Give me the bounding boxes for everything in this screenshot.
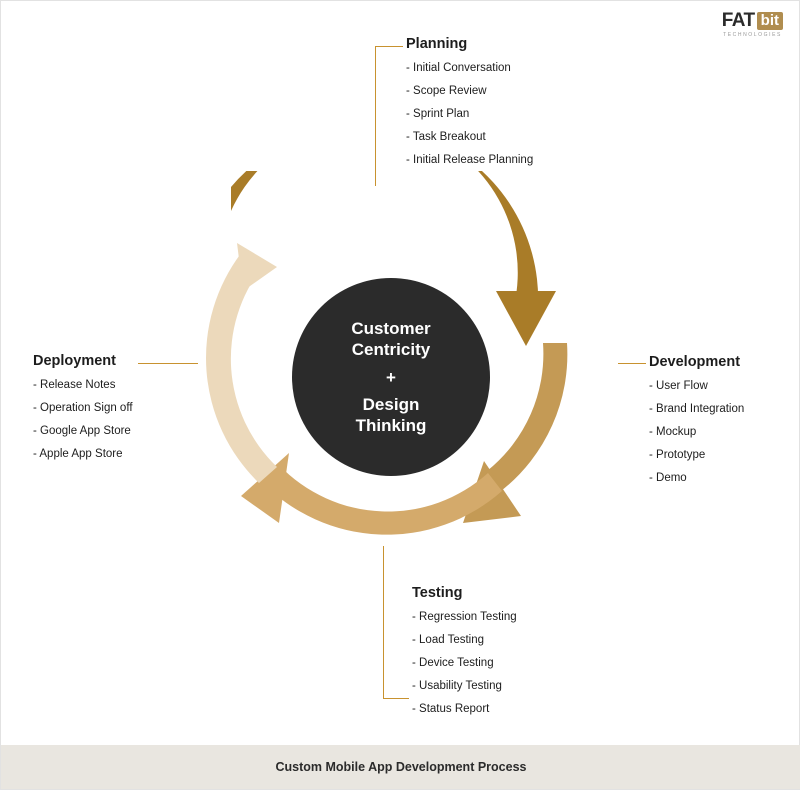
stage-item: - Mockup bbox=[649, 426, 697, 438]
logo-tagline: TECHNOLOGIES bbox=[723, 32, 782, 38]
arrow-segment-deployment bbox=[206, 243, 277, 483]
stage-item: - Release Notes bbox=[33, 379, 116, 391]
center-circle bbox=[292, 278, 490, 476]
center-plus: + bbox=[386, 367, 396, 387]
stage-block-planning bbox=[406, 36, 533, 166]
stage-block-testing bbox=[412, 585, 517, 715]
stage-item: - Initial Release Planning bbox=[406, 154, 534, 166]
stage-item: - Scope Review bbox=[406, 85, 487, 97]
center-line-4: Thinking bbox=[355, 415, 427, 435]
stage-item: - Operation Sign off bbox=[33, 402, 133, 414]
stage-title-testing: Testing bbox=[412, 585, 463, 601]
stage-item: - Google App Store bbox=[33, 425, 131, 437]
logo-wordmark bbox=[722, 11, 783, 30]
stage-item: - Brand Integration bbox=[649, 403, 745, 415]
stage-title-development: Development bbox=[649, 354, 741, 370]
stage-block-deployment bbox=[33, 353, 133, 460]
footer-caption: Custom Mobile App Development Process bbox=[275, 760, 527, 774]
center-line-1: Customer bbox=[351, 318, 431, 338]
connector-testing-vertical bbox=[383, 546, 384, 699]
stage-item: - Task Breakout bbox=[406, 131, 486, 143]
stage-item: - Status Report bbox=[412, 703, 490, 715]
connector-testing-horizontal bbox=[383, 698, 409, 699]
fatbit-logo bbox=[722, 11, 783, 38]
stage-item: - Usability Testing bbox=[412, 680, 502, 692]
logo-text-bit: bit bbox=[757, 12, 783, 30]
stage-item: - Prototype bbox=[649, 449, 706, 461]
connector-development-horizontal bbox=[618, 363, 646, 364]
stage-item: - Load Testing bbox=[412, 634, 485, 646]
connector-planning-horizontal bbox=[375, 46, 403, 47]
connector-deployment-horizontal bbox=[138, 363, 198, 364]
stage-item: - Regression Testing bbox=[412, 611, 517, 623]
logo-text-fat: FAT bbox=[721, 10, 755, 31]
stage-item: - Initial Conversation bbox=[406, 62, 511, 74]
footer-bar bbox=[1, 745, 800, 789]
stage-title-planning: Planning bbox=[406, 36, 468, 52]
center-line-2: Centricity bbox=[351, 340, 431, 360]
stage-item: - Device Testing bbox=[412, 657, 494, 669]
stage-item: - Sprint Plan bbox=[406, 108, 470, 120]
stage-block-development bbox=[649, 354, 744, 484]
stage-title-deployment: Deployment bbox=[33, 353, 116, 369]
connector-planning-vertical bbox=[375, 46, 376, 186]
stage-item: - Demo bbox=[649, 472, 687, 484]
center-line-3: Design bbox=[362, 394, 420, 414]
stage-item: - User Flow bbox=[649, 380, 708, 392]
stage-item: - Apple App Store bbox=[33, 448, 123, 460]
